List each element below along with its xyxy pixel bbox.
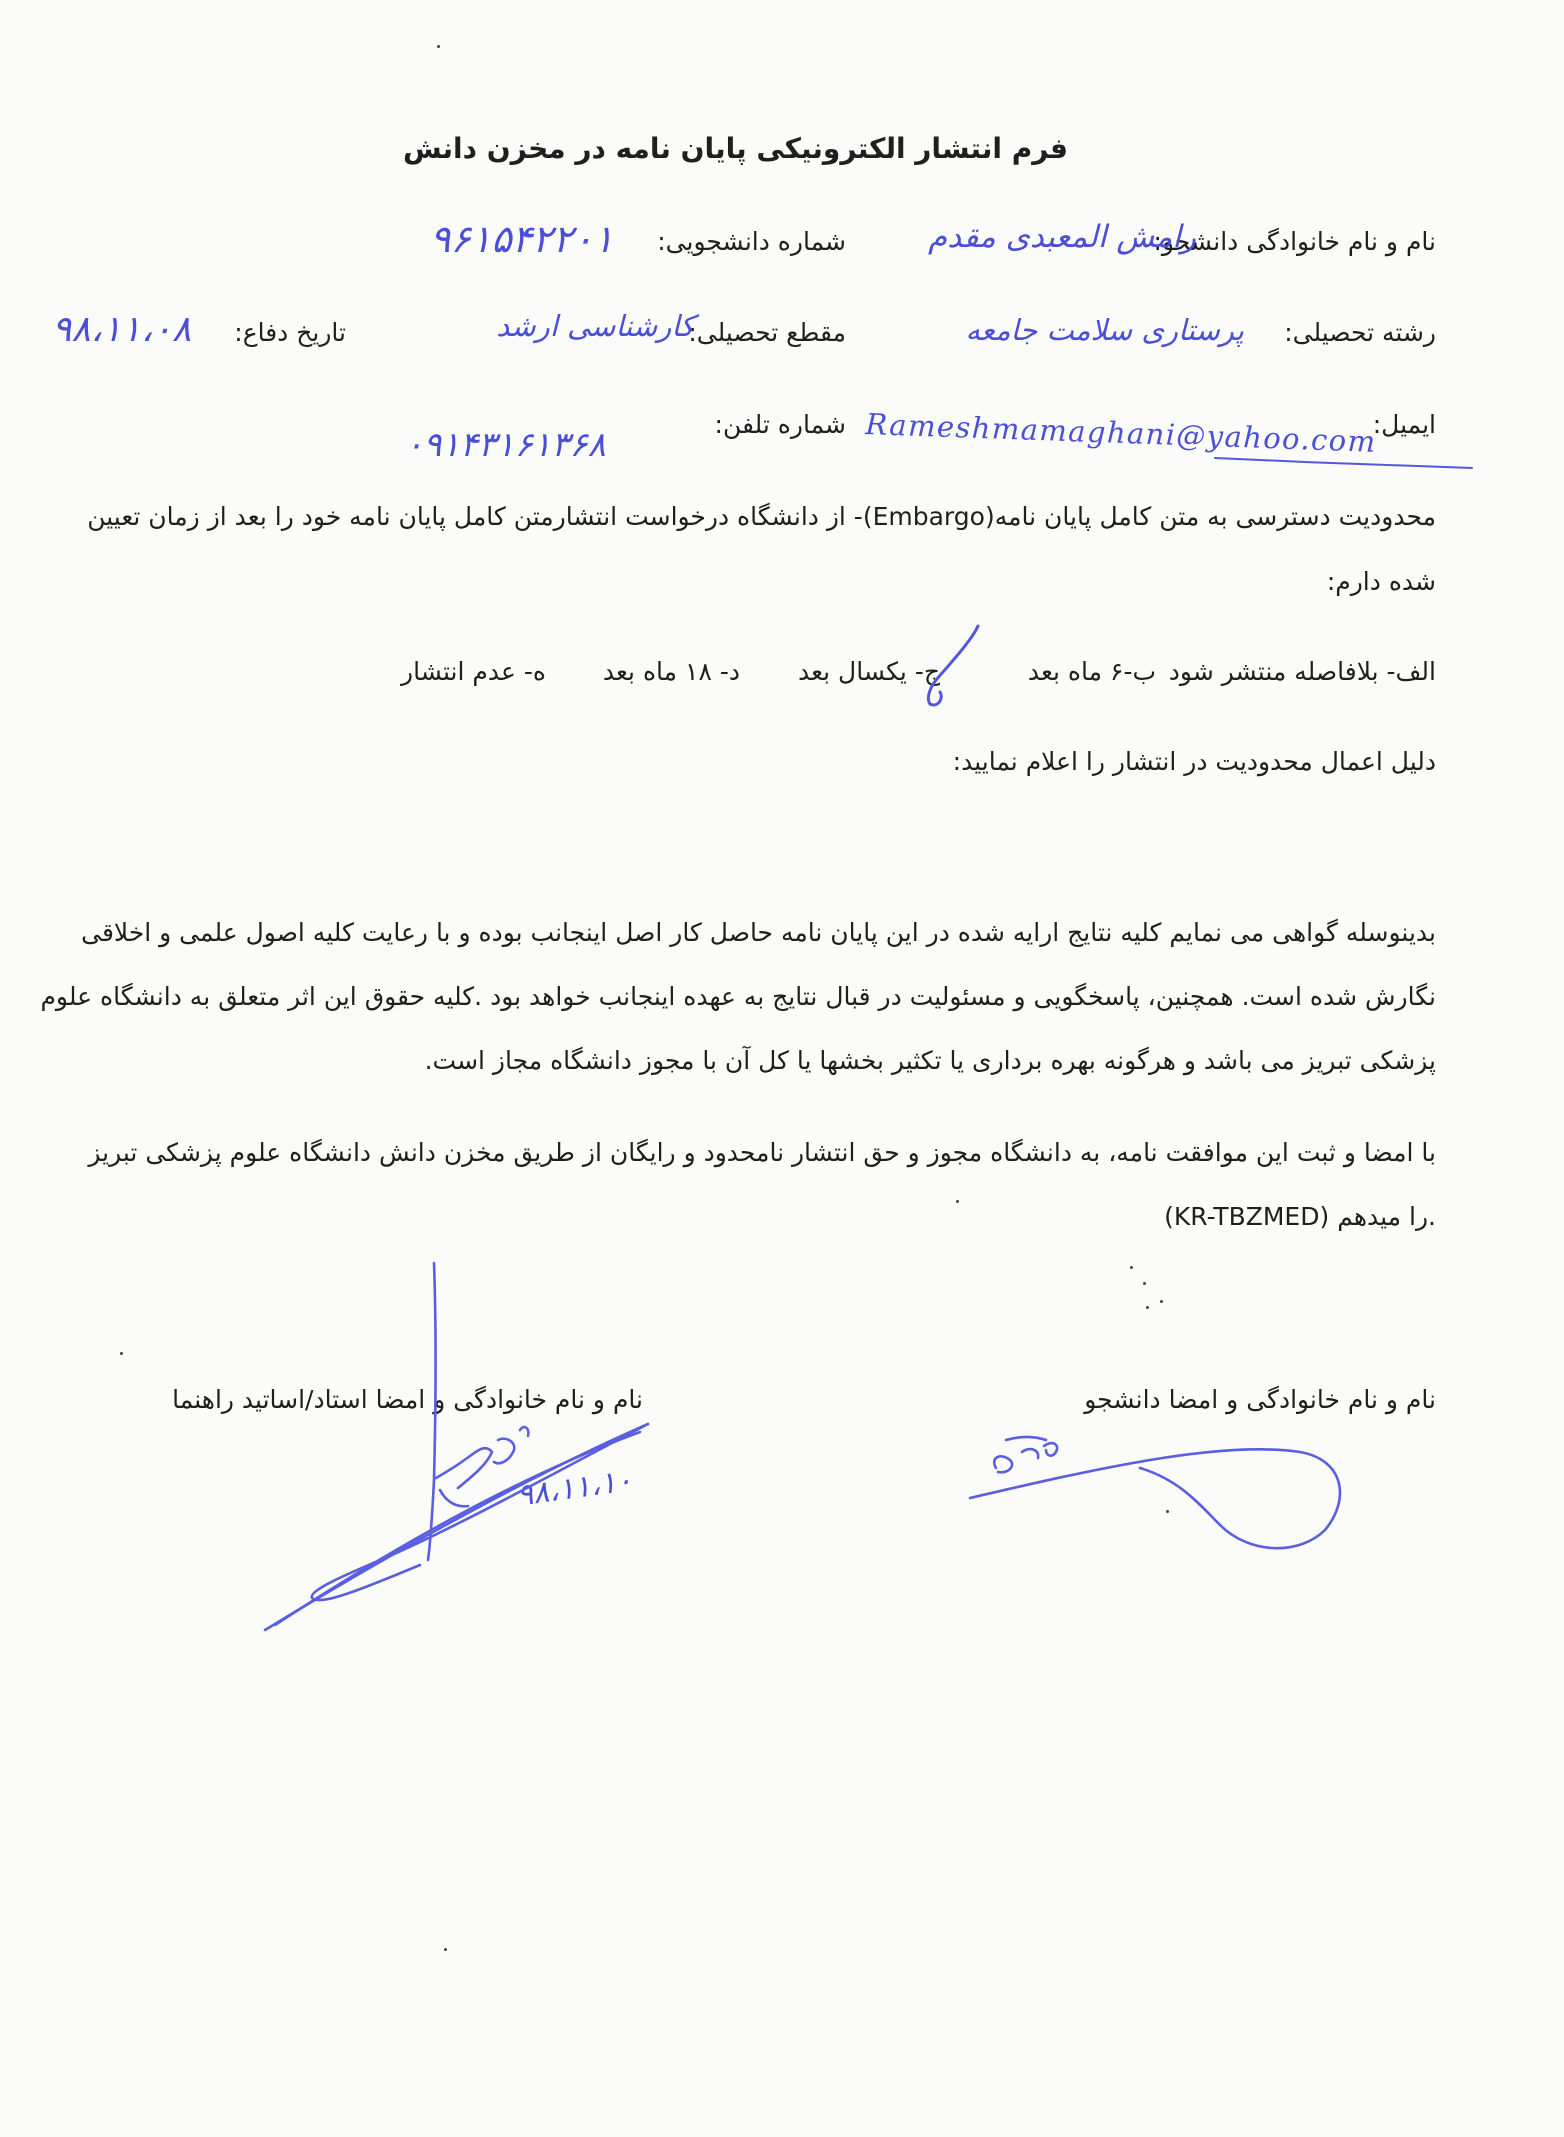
form-title: فرم انتشار الکترونیکی پایان نامه در مخزن دانش [402,132,1068,165]
scan-speck [120,1352,123,1355]
phone-label: شماره تلفن: [714,410,846,439]
major-label: رشته تحصیلی: [1284,318,1436,347]
email-underline-icon [1215,458,1472,468]
scan-speck [956,1200,959,1203]
degree-value: کارشناسی ارشد [496,309,694,343]
student-number-value: ۹۶۱۵۴۲۲۰۱ [430,217,614,261]
advisor-signature-label: نام و نام خانوادگی و امضا استاد/اساتید راهنما [172,1385,643,1414]
declaration-line1: بدینوسله گواهی می نمایم کلیه نتایج ارایه شده در این پایان نامه حاصل کار اصل اینجانب بوده و با رعایت کلیه اصول علمی و اخلاقی [81,918,1436,947]
scan-speck [1146,1306,1149,1309]
embargo-option-no-publish[interactable]: ه- عدم انتشار [401,657,546,686]
email-label: ایمیل: [1372,410,1436,439]
student-signature-icon [970,1437,1340,1548]
major-value: پرستاری سلامت جامعه [965,313,1244,347]
phone-value: ۰۹۱۴۳۱۶۱۳۶۸ [405,425,606,465]
scan-speck [437,45,440,48]
advisor-signature-date: ۹۸،۱۱،۱۰ [514,1462,635,1514]
student-number-label: شماره دانشجویی: [657,227,846,256]
student-name-label: نام و نام خانوادگی دانشجو: [1153,227,1436,256]
agreement-line1: با امضا و ثبت این موافقت نامه، به دانشگاه مجوز و حق انتشار نامحدود و رایگان از طریق مخزن دانش دانشگاه علوم پزشکی تبریز [88,1138,1436,1167]
embargo-option-immediate[interactable]: الف- بلافاصله منتشر شود [1168,657,1436,686]
scan-speck [1143,1282,1146,1285]
scan-speck [1160,1300,1163,1303]
defense-date-value: ۹۸،۱۱،۰۸ [52,309,192,350]
scan-speck [1166,1510,1169,1513]
embargo-request-line2: شده دارم: [1326,567,1436,596]
defense-date-label: تاریخ دفاع: [234,318,346,347]
embargo-request-line1: محدودیت دسترسی به متن کامل پایان نامه(Embargo)- از دانشگاه درخواست انتشارمتن کامل پایان نامه خود را بعد از زمان تعیین [87,502,1436,531]
embargo-reason-label: دلیل اعمال محدودیت در انتشار را اعلام نمایید: [952,747,1436,776]
embargo-option-6-months[interactable]: ب-۶ ماه بعد [1027,657,1156,686]
embargo-option-1-year[interactable]: ج- یکسال بعد [797,657,940,686]
degree-label: مقطع تحصیلی: [688,318,846,347]
advisor-signature-icon [265,1263,648,1630]
student-signature-label: نام و نام خانوادگی و امضا دانشجو [1084,1385,1436,1414]
student-name-value: رامش المعبدی مقدم [928,219,1196,255]
email-value: Rameshmamaghani@yahoo.com [864,407,1378,459]
declaration-line3: پزشکی تبریز می باشد و هرگونه بهره برداری یا تکثیر بخشها یا کل آن با مجوز دانشگاه مجاز است. [424,1046,1436,1075]
scan-speck [1130,1266,1133,1269]
embargo-option-18-months[interactable]: د- ۱۸ ماه بعد [602,657,740,686]
declaration-line2: نگارش شده است. همچنین، پاسخگویی و مسئولیت در قبال نتایج به عهده اینجانب خواهد بود .کلیه حقوق این اثر متعلق به دانشگاه علوم [40,982,1436,1011]
agreement-line2: (KR-TBZMED) را میدهم. [1164,1202,1436,1231]
scan-speck [444,1948,447,1951]
